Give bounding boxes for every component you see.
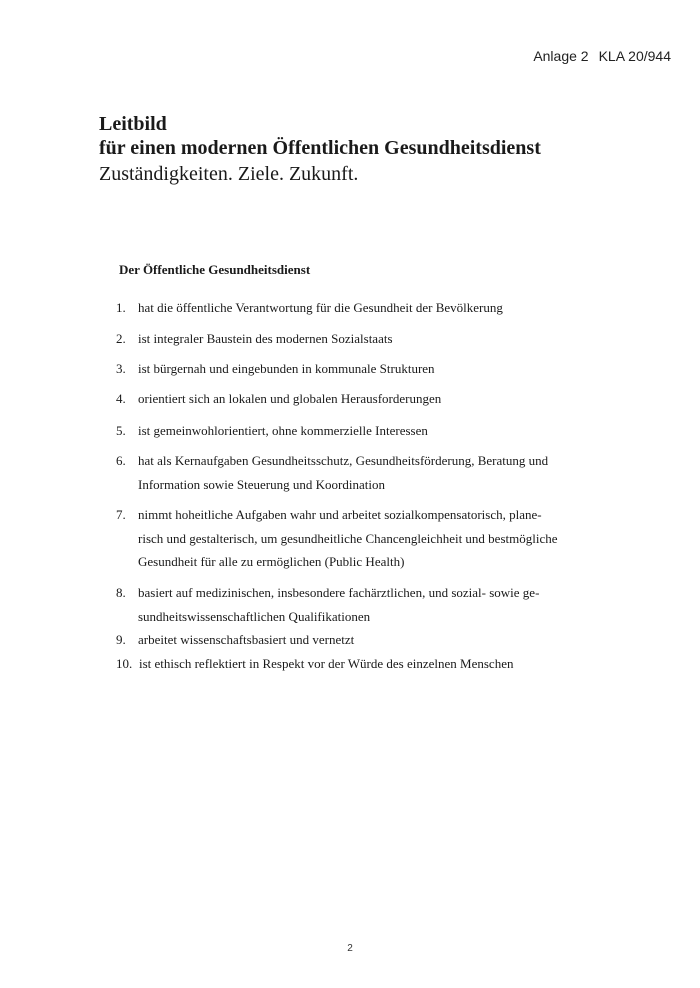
list-item-number: 9. [116,632,126,647]
list-item-text: ist gemeinwohlorientiert, ohne kommerzielle Interessen [138,423,428,438]
list-item-text-line-1: nimmt hoheitliche Aufgaben wahr und arbeitet sozialkompensatorisch, plane- [138,507,542,522]
list-item [116,628,596,652]
list-item [116,419,596,443]
list-item-text: ist ethisch reflektiert in Respekt vor der Würde des einzelnen Menschen [139,656,514,671]
list-item-number: 10. [116,656,133,671]
page-number: 2 [347,943,353,954]
list-item-number: 2. [116,331,126,346]
list-item-number: 6. [116,453,126,468]
list-item-number: 7. [116,507,126,522]
list-item-text-line-2: sundheitswissenschaftlichen Qualifikationen [138,608,371,624]
list-item-text: hat die öffentliche Verantwortung für die Gesundheit der Bevölkerung [138,300,503,315]
list-item-number: 4. [116,391,126,406]
document-title-line-2: für einen modernen Öffentlichen Gesundheitsdienst [99,137,541,159]
annex-document-number: KLA 20/944 [598,48,671,64]
title-block [99,112,659,186]
list-item-text: orientiert sich an lokalen und globalen Herausforderungen [138,391,442,406]
section-heading: Der Öffentliche Gesundheitsdienst [119,262,311,277]
list-item [116,652,596,676]
list-item [116,449,596,496]
list-item-number: 5. [116,423,126,438]
list-item-number: 1. [116,300,126,315]
list-item [116,387,596,411]
list-item-text-line-1: hat als Kernaufgaben Gesundheitsschutz, Gesundheitsförderung, Beratung und [138,453,549,468]
list-item [116,327,596,351]
list-item-text-line-2: risch und gestalterisch, um gesundheitliche Chancengleichheit und bestmögliche [138,530,558,546]
list-item-text-line-1: basiert auf medizinischen, insbesondere fachärztlichen, und sozial- sowie ge- [138,585,540,600]
document-subtitle: Zuständigkeiten. Ziele. Zukunft. [99,163,359,185]
list-item-text: ist integraler Baustein des modernen Sozialstaats [138,331,393,346]
list-item-text: ist bürgernah und eingebunden in kommunale Strukturen [138,361,435,376]
list-item-number: 3. [116,361,126,376]
list-item [116,296,596,320]
list-item-number: 8. [116,585,126,600]
list-item-text-line-2: Information sowie Steuerung und Koordination [138,476,385,492]
list-item-text: arbeitet wissenschaftsbasiert und vernetzt [138,632,355,647]
list-item [116,581,596,628]
document-title: Leitbild [99,113,167,135]
list-item [116,503,596,574]
annex-label: Anlage 2 [533,48,589,64]
list-item [116,357,596,381]
annex-reference [533,48,671,64]
list-item-text-line-3: Gesundheit für alle zu ermöglichen (Public Health) [138,554,405,569]
